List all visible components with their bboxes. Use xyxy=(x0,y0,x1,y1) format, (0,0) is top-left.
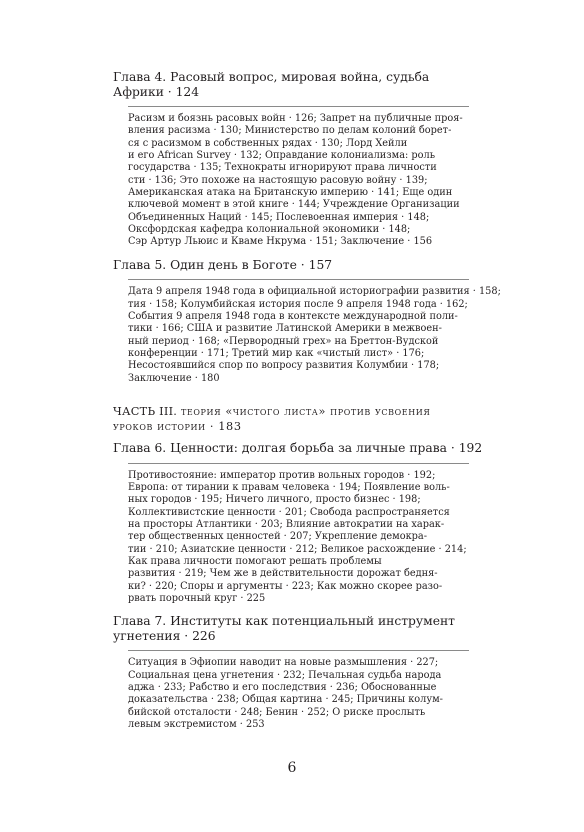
chapter-sections xyxy=(128,106,469,249)
section-line: доказательства · 238; Общая картина · 245; Причины колум- xyxy=(128,694,443,706)
chapter-title xyxy=(113,614,469,643)
section-line: ключевой момент в этой книге · 144; Учреждение Организации xyxy=(128,199,460,211)
toc-chapter-5 xyxy=(113,257,501,385)
section-line: аджа · 233; Рабство и его последствия · 236; Обоснованные xyxy=(128,682,437,693)
section-line: тия · 158; Колумбийская история после 9 апреля 1948 года · 162; xyxy=(128,298,468,310)
section-line: левым экстремистом · 253 xyxy=(128,719,265,731)
toc-chapter-7 xyxy=(113,614,469,731)
section-line: и его African Survey · 132; Оправдание колониализма: роль xyxy=(128,150,436,162)
section-line: Противостояние: император против вольных городов · 192; xyxy=(128,469,436,481)
chapter-title-line: Глава 5. Один день в Боготе · 157 xyxy=(113,257,333,272)
chapter-sections xyxy=(128,463,469,606)
section-line: конференции · 171; Третий мир как «чистый лист» · 176; xyxy=(128,348,425,359)
section-line: Оксфордская кафедра колониальной экономики · 148; xyxy=(128,224,411,236)
section-line: развития · 219; Чем же в действительности дорожат бедня- xyxy=(128,568,438,580)
section-line: сти · 136; Это похоже на настоящую расовую войну · 139; xyxy=(128,174,428,186)
section-line: ся с расизмом в собственных рядах · 130; Лорд Хейли xyxy=(128,137,408,149)
section-line: ный период · 168; «Первородный грех» на Бреттон-Вудской xyxy=(128,335,439,347)
section-line: рвать порочный круг · 225 xyxy=(128,592,266,604)
table-of-contents xyxy=(113,70,501,740)
part-title-line xyxy=(113,405,469,420)
section-line: тии · 210; Азиатские ценности · 212; Великое расхождение · 214; xyxy=(128,543,467,555)
section-line: Объединенных Наций · 145; Послевоенная империя · 148; xyxy=(128,211,430,223)
section-line: Ситуация в Эфиопии наводит на новые размышления · 227; xyxy=(128,657,439,669)
section-line: Как права личности помогают решать проблемы xyxy=(128,555,382,567)
section-line: тер общественных ценностей · 207; Укрепление демокра- xyxy=(128,531,428,543)
section-line: События 9 апреля 1948 года в контексте международной поли- xyxy=(128,310,458,322)
toc-chapter-6 xyxy=(113,441,483,605)
section-line: Заключение · 180 xyxy=(128,372,220,384)
part-title xyxy=(113,405,469,434)
part-heading-words: теория «чистого листа» против усвоения xyxy=(181,405,431,419)
toc-chapter-4 xyxy=(113,70,469,249)
section-line: государства · 135; Технократы игнорируют права личности xyxy=(128,162,437,174)
part-prefix: ЧАСТЬ III. xyxy=(113,405,178,419)
chapter-title-line: Глава 7. Институты как потенциальный инструмент xyxy=(113,614,455,629)
chapter-title-line: Глава 6. Ценности: долгая борьба за личные права · 192 xyxy=(113,441,483,456)
section-line: Несостоявшийся спор по вопросу развития Колумбии · 178; xyxy=(128,360,440,372)
chapter-title-line: угнетения · 226 xyxy=(113,628,216,643)
chapter-title xyxy=(113,258,469,273)
section-line: на просторы Атлантики · 203; Влияние автократии на харак- xyxy=(128,518,445,530)
section-line: тики · 166; США и развитие Латинской Америки в межвоен- xyxy=(128,323,442,335)
page-number: 6 xyxy=(287,760,297,776)
section-line: ных городов · 195; Ничего личного, просто бизнес · 198; xyxy=(128,494,421,506)
section-line: Расизм и боязнь расовых войн · 126; Запрет на публичные проя- xyxy=(128,113,463,124)
chapter-title xyxy=(113,70,469,99)
section-line: бийской отсталости · 248; Бенин · 252; О риске прослыть xyxy=(128,706,426,718)
chapter-title xyxy=(113,441,483,456)
chapter-title-line: Африки · 124 xyxy=(113,84,200,99)
section-line: вления расизма · 130; Министерство по делам колоний борет- xyxy=(128,125,452,137)
section-line: Сэр Артур Льюис и Кваме Нкрума · 151; Заключение · 156 xyxy=(128,236,433,248)
chapter-sections xyxy=(128,279,501,385)
chapter-title-line: Глава 4. Расовый вопрос, мировая война, судьба xyxy=(113,70,430,84)
section-line: Коллективистские ценности · 201; Свобода распространяется xyxy=(128,506,450,518)
chapter-sections xyxy=(128,650,469,731)
part-title-line: уроков истории · 183 xyxy=(113,419,242,433)
section-line: ки? · 220; Споры и аргументы · 223; Как можно скорее разо- xyxy=(128,580,443,592)
section-line: Американская атака на Британскую империю · 141; Еще один xyxy=(128,187,453,199)
section-line: Социальная цена угнетения · 232; Печальная судьба народа xyxy=(128,669,442,681)
section-line: Дата 9 апреля 1948 года в официальной историографии развития · 158; xyxy=(128,286,501,298)
section-line: Европа: от тирании к правам человека · 194; Появление воль- xyxy=(128,481,450,493)
